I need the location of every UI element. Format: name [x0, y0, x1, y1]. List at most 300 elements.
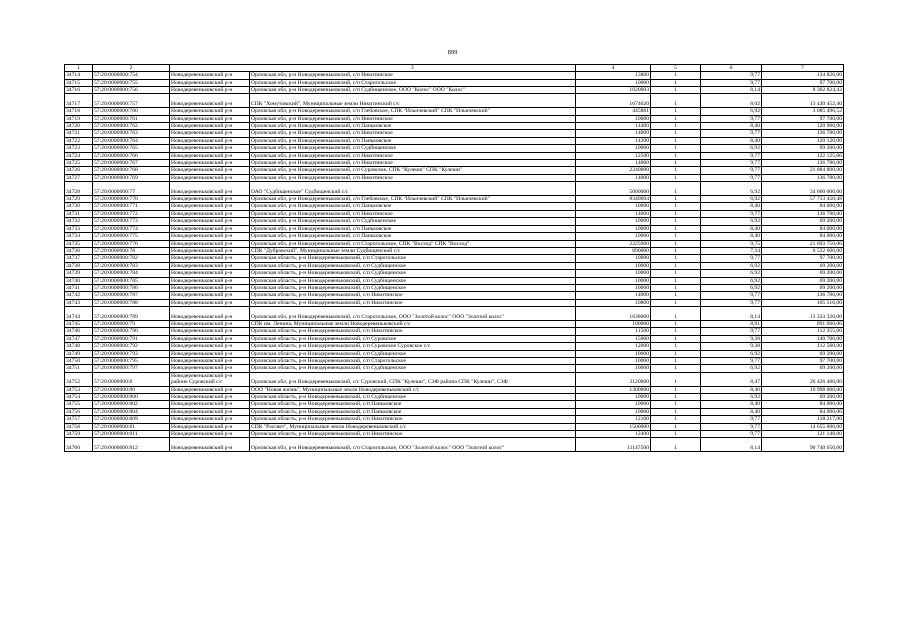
area-cell: 1300000	[576, 386, 651, 393]
address-cell: Орловская область, р-н Новодеревеньковский, с/п Судбищенское	[250, 262, 576, 269]
district-cell: Новодеревеньковский р-н	[170, 240, 250, 247]
cadastral-value-cell: 69 200,00	[762, 394, 844, 401]
cadastral-value-cell: 134 826,00	[762, 72, 844, 79]
share-cell: 1	[651, 335, 701, 342]
area-cell: 14000	[576, 210, 651, 217]
share-cell: 1	[651, 262, 701, 269]
area-cell: 15000	[576, 335, 651, 342]
district-cell: Новодеревеньковский р-н	[170, 284, 250, 291]
share-cell: 1	[651, 299, 701, 306]
rate-cell: 9,77	[701, 79, 762, 86]
share-cell: 1	[651, 365, 701, 372]
cadastral-number-cell: 57:20:0000000:782	[93, 255, 170, 262]
cadastral-value-cell: 120 960,00	[762, 123, 844, 130]
area-cell: 10000	[576, 358, 651, 365]
district-cell: Новодеревеньковский р-н	[170, 423, 250, 430]
address-cell: СПК "Дубровский", Муниципальные земли Судбищенский с/с	[250, 247, 576, 254]
row-number-cell: 34714	[65, 72, 93, 79]
district-cell: Новодеревеньковский р-н	[170, 225, 250, 232]
cadastral-number-cell: 57:20:0000000:79	[93, 320, 170, 327]
row-number-cell: 34739	[65, 270, 93, 277]
address-cell: Орловская область, р-н Новодеревеньковский, с/п Никитинское	[250, 431, 576, 438]
cadastral-value-cell: 14 655 000,00	[762, 423, 844, 430]
cadastral-number-cell: 57:20:0000000:783	[93, 262, 170, 269]
address-cell: Орловская область, р-н Новодеревеньковский, с/п Судбищенское	[250, 270, 576, 277]
cadastral-value-cell: 97 700,00	[762, 79, 844, 86]
share-cell: 1	[651, 350, 701, 357]
row-number-cell: 34726	[65, 167, 93, 174]
area-cell: 890000	[576, 247, 651, 254]
area-cell: 2240000	[576, 167, 651, 174]
area-cell: 10000	[576, 394, 651, 401]
table-row	[65, 130, 844, 137]
area-cell: 14300	[576, 137, 651, 144]
rate-cell: 6,92	[701, 350, 762, 357]
address-cell: Орловская обл, р-н Новодеревеньковский, с/п Никитинское	[250, 130, 576, 137]
row-number-cell: 34743	[65, 299, 93, 306]
address-cell: Орловская обл, р-н Новодеревеньковский, с/п Паньковское	[250, 123, 576, 130]
share-cell: 1	[651, 358, 701, 365]
cadastral-value-cell: 121 148,00	[762, 431, 844, 438]
table-row	[65, 247, 844, 254]
row-number-cell: 34737	[65, 255, 93, 262]
address-cell: Орловская область, р-н Новодеревеньковский, с/п Никитинское	[250, 292, 576, 299]
area-cell: 13800	[576, 72, 651, 79]
row-number-cell: 34721	[65, 130, 93, 137]
rate-cell: 6,92	[701, 218, 762, 225]
cadastral-number-cell: 57:20:0000000:790	[93, 328, 170, 335]
share-cell: 1	[651, 196, 701, 203]
rate-cell: 8,47	[701, 372, 762, 386]
cadastral-value-cell: 136 780,00	[762, 160, 844, 167]
address-cell: Орловская обл, р-н Новодеревеньковский, с/п Судбищенское	[250, 145, 576, 152]
table-row	[65, 123, 844, 130]
cadastral-value-cell: 136 780,00	[762, 292, 844, 299]
row-number-cell: 34755	[65, 401, 93, 408]
row-number-cell: 34734	[65, 233, 93, 240]
district-cell: Новодеревеньковский р-н	[170, 270, 250, 277]
share-cell: 1	[651, 255, 701, 262]
row-number-cell: 34731	[65, 210, 93, 217]
share-cell: 1	[651, 372, 701, 386]
rate-cell: 6,92	[701, 365, 762, 372]
share-cell: 1	[651, 408, 701, 415]
rate-cell: 7,34	[701, 247, 762, 254]
address-cell: Орловская обл, р-н Новодеревеньковский, с/п Никитинское	[250, 210, 576, 217]
cadastral-value-cell: 3 085 496,52	[762, 108, 844, 115]
area-cell: 14000	[576, 174, 651, 181]
table-row	[65, 365, 844, 372]
area-cell: 10000	[576, 401, 651, 408]
table-header-row	[65, 65, 844, 72]
share-cell: 1	[651, 431, 701, 438]
table-row	[65, 87, 844, 94]
table-body	[65, 65, 844, 452]
district-cell: Новодеревеньковский р-н	[170, 233, 250, 240]
cadastral-value-cell: 69 200,00	[762, 262, 844, 269]
share-cell: 1	[651, 247, 701, 254]
district-cell: Новодеревеньковский р-н	[170, 203, 250, 210]
cadastral-value-cell: 69 200,00	[762, 284, 844, 291]
table-row	[65, 307, 844, 321]
address-cell: Орловская область, р-н Новодеревеньковский, с/п Суровское	[250, 335, 576, 342]
row-number-cell: 34748	[65, 343, 93, 350]
district-cell: Новодеревеньковский р-н	[170, 431, 250, 438]
district-cell: Новодеревеньковский р-н	[170, 394, 250, 401]
share-cell: 1	[651, 438, 701, 452]
cadastral-number-cell: 57:20:0000000:771	[93, 203, 170, 210]
area-cell: 10000	[576, 284, 651, 291]
cadastral-value-cell: 69 200,00	[762, 218, 844, 225]
rate-cell: 8,14	[701, 438, 762, 452]
share-cell: 1	[651, 307, 701, 321]
area-cell: 14000	[576, 160, 651, 167]
address-cell: ООО "Новая жизнь", Муниципальные земли Новодеревеньковский с/с	[250, 386, 576, 393]
rate-cell: 6,92	[701, 262, 762, 269]
address-cell: Орловская область, р-н Новодеревеньковский, с/п Паньковское	[250, 401, 576, 408]
cadastral-number-cell: 57:20:0000000:755	[93, 79, 170, 86]
rate-cell: 9,77	[701, 431, 762, 438]
cadastral-number-cell: 57:20:0000000:788	[93, 299, 170, 306]
address-cell: СПК "Рассвет", Муниципальные земли Новодеревеньковский с/с	[250, 423, 576, 430]
table-row	[65, 72, 844, 79]
address-cell: СПК им. Ленина, Муниципальные земли Новодеревеньковский с/с	[250, 320, 576, 327]
row-number-cell: 34716	[65, 87, 93, 94]
cadastral-value-cell: 84 000,00	[762, 225, 844, 232]
table-row	[65, 174, 844, 181]
table-row	[65, 328, 844, 335]
page-number: 899	[447, 49, 458, 56]
cadastral-number-cell: 57:20:0000000:784	[93, 270, 170, 277]
area-cell: 10000	[576, 262, 651, 269]
cadastral-value-cell: 97 700,00	[762, 115, 844, 122]
cadastral-number-cell: 57:20:0000000:802	[93, 401, 170, 408]
row-number-cell: 34753	[65, 386, 93, 393]
cadastral-value-cell: 84 000,00	[762, 233, 844, 240]
district-cell: Новодеревеньковский р-н	[170, 292, 250, 299]
address-cell: Орловская область, р-н Новодеревеньковский, с/п Никитинское	[250, 328, 576, 335]
rate-cell: 6,92	[701, 108, 762, 115]
row-number-cell: 34745	[65, 320, 93, 327]
cadastral-number-cell: 57:20:0000000:804	[93, 408, 170, 415]
table-row	[65, 284, 844, 291]
cadastral-value-cell: 97 700,00	[762, 255, 844, 262]
header-cell: 6	[701, 65, 762, 72]
district-cell: Новодеревеньковский р-н	[170, 137, 250, 144]
share-cell: 1	[651, 270, 701, 277]
rate-cell: 8,02	[701, 94, 762, 108]
share-cell: 1	[651, 240, 701, 247]
address-cell: Орловская обл, р-н Новодеревеньковский, с/п Паньковское	[250, 233, 576, 240]
cadastral-number-cell: 57:20:0000000:772	[93, 210, 170, 217]
row-number-cell: 34732	[65, 218, 93, 225]
rate-cell: 9,77	[701, 167, 762, 174]
district-cell: Новодеревеньковский р-н	[170, 350, 250, 357]
row-number-cell: 34728	[65, 182, 93, 196]
row-number-cell: 34747	[65, 335, 93, 342]
address-cell: Орловская обл, р-н Новодеревеньковский, с/п Паньковское	[250, 137, 576, 144]
address-cell: Орловская обл, р-н Новодеревеньковский, с/п Паньковское	[250, 203, 576, 210]
district-cell: Новодеревеньковский р-н	[170, 152, 250, 159]
header-cell: 5	[651, 65, 701, 72]
rate-cell: 9,77	[701, 299, 762, 306]
rate-cell: 8,14	[701, 307, 762, 321]
cadastral-value-cell: 13 430 452,40	[762, 94, 844, 108]
rate-cell: 8,91	[701, 320, 762, 327]
address-cell: Орловская обл, р-н Новодеревеньковский, с/с Суровский, СПК "Кулеши", СЗФ района СПК "Кулеши", СЗФ	[250, 372, 576, 386]
row-number-cell: 34756	[65, 408, 93, 415]
row-number-cell: 34754	[65, 394, 93, 401]
address-cell: СПК "Хомутовский", Муниципальные земли Никитинский с/с	[250, 94, 576, 108]
table-row	[65, 394, 844, 401]
table-row	[65, 401, 844, 408]
row-number-cell: 34717	[65, 94, 93, 108]
district-cell: Новодеревеньковский р-н	[170, 320, 250, 327]
cadastral-number-cell: 57:20:0000000:786	[93, 284, 170, 291]
table-row	[65, 292, 844, 299]
row-number-cell: 34742	[65, 292, 93, 299]
table-row	[65, 94, 844, 108]
cadastral-number-cell: 57:20:0000000:764	[93, 137, 170, 144]
row-number-cell: 34736	[65, 247, 93, 254]
table-row	[65, 182, 844, 196]
cadastral-number-cell: 57:20:0000000:793	[93, 350, 170, 357]
area-cell: 14000	[576, 292, 651, 299]
share-cell: 1	[651, 423, 701, 430]
address-cell: Орловская обл, р-н Новодеревеньковский, с/п Никитинское	[250, 174, 576, 181]
rate-cell: 9,77	[701, 255, 762, 262]
area-cell: 10000	[576, 270, 651, 277]
cadastral-number-cell: 57:20:0000000:773	[93, 218, 170, 225]
rate-cell: 8,46	[701, 386, 762, 393]
header-cell: 2	[93, 65, 170, 72]
row-number-cell: 34758	[65, 423, 93, 430]
district-cell: Новодеревеньковский р-н	[170, 438, 250, 452]
cadastral-number-cell: 57:20:0000000:787	[93, 292, 170, 299]
share-cell: 1	[651, 210, 701, 217]
address-cell: Орловская область, р-н Новодеревеньковский, с/п Судбищенское	[250, 284, 576, 291]
table-row	[65, 386, 844, 393]
rate-cell: 9,77	[701, 174, 762, 181]
district-cell: Новодеревеньковский р-н	[170, 365, 250, 372]
rate-cell: 8,40	[701, 123, 762, 130]
cadastral-number-cell: 57:20:0000000:765	[93, 145, 170, 152]
row-number-cell: 34750	[65, 358, 93, 365]
row-number-cell: 34724	[65, 152, 93, 159]
rate-cell: 6,92	[701, 277, 762, 284]
district-cell: Новодеревеньковский р-н	[170, 335, 250, 342]
cadastral-value-cell: 10 998 000,00	[762, 386, 844, 393]
share-cell: 1	[651, 72, 701, 79]
rate-cell: 6,92	[701, 270, 762, 277]
row-number-cell: 34733	[65, 225, 93, 232]
table-row	[65, 438, 844, 452]
row-number-cell: 34740	[65, 277, 93, 284]
area-cell: 1500000	[576, 423, 651, 430]
district-cell: Новодеревеньковский р-н	[170, 167, 250, 174]
header-cell	[170, 65, 250, 72]
cadastral-value-cell: 6 532 600,00	[762, 247, 844, 254]
cadastral-number-cell: 57:20:0000000:792	[93, 343, 170, 350]
rate-cell: 9,77	[701, 210, 762, 217]
share-cell: 1	[651, 218, 701, 225]
share-cell: 1	[651, 94, 701, 108]
share-cell: 1	[651, 225, 701, 232]
area-cell: 1674620	[576, 94, 651, 108]
cadastral-value-cell: 891 000,00	[762, 320, 844, 327]
table-row	[65, 320, 844, 327]
cadastral-value-cell: 13 333 320,00	[762, 307, 844, 321]
address-cell: Орловская обл, р-н Новодеревеньковский, с/п Старогольское, СПК "Восход" СПК "Восход"	[250, 240, 576, 247]
area-cell: 10000	[576, 203, 651, 210]
table-row	[65, 423, 844, 430]
cadastral-number-cell: 57:20:0000000:811	[93, 431, 170, 438]
cadastral-number-cell: 57:20:0000000:800	[93, 394, 170, 401]
row-number-cell: 34720	[65, 123, 93, 130]
district-cell: Новодеревеньковский р-н	[170, 79, 250, 86]
row-number-cell: 34715	[65, 79, 93, 86]
district-cell: Новодеревеньковский р-н	[170, 255, 250, 262]
cadastral-value-cell: 122 125,00	[762, 152, 844, 159]
share-cell: 1	[651, 386, 701, 393]
district-cell: Новодеревеньковский р-н	[170, 160, 250, 167]
area-cell: 10000	[576, 225, 651, 232]
table-row	[65, 108, 844, 115]
share-cell: 1	[651, 277, 701, 284]
table-row	[65, 270, 844, 277]
area-cell: 10000	[576, 145, 651, 152]
table-row	[65, 115, 844, 122]
district-cell: Новодеревеньковский р-н	[170, 408, 250, 415]
rate-cell: 8,40	[701, 203, 762, 210]
share-cell: 1	[651, 108, 701, 115]
row-number-cell: 34727	[65, 174, 93, 181]
cadastral-number-cell: 57:20:0000000:8	[93, 372, 170, 386]
address-cell: Орловская область, р-н Новодеревеньковский, с/п Судбищенское	[250, 394, 576, 401]
share-cell: 1	[651, 182, 701, 196]
table-row	[65, 431, 844, 438]
table-row	[65, 240, 844, 247]
area-cell: 8340094	[576, 196, 651, 203]
address-cell: ОАО "Судбищенское" Судбищенский с/с	[250, 182, 576, 196]
cadastral-value-cell: 69 200,00	[762, 350, 844, 357]
district-cell: Новодеревеньковский р-н	[170, 328, 250, 335]
cadastral-number-cell: 57:20:0000000:78	[93, 247, 170, 254]
header-cell: 7	[762, 65, 844, 72]
table-row	[65, 350, 844, 357]
rate-cell: 8,40	[701, 137, 762, 144]
cadastral-number-cell: 57:20:0000000:791	[93, 335, 170, 342]
rate-cell: 9,38	[701, 335, 762, 342]
cadastral-value-cell: 69 200,00	[762, 270, 844, 277]
table-row	[65, 160, 844, 167]
address-cell: Орловская обл, р-н Новодеревеньковский, с/п Старогольское, ООО "Золотой колос" ООО "Золотой колос"	[250, 438, 576, 452]
table-row	[65, 145, 844, 152]
area-cell: 445881	[576, 108, 651, 115]
area-cell: 12000	[576, 343, 651, 350]
district-cell: Новодеревеньковский р-н	[170, 123, 250, 130]
cadastral-value-cell: 69 200,00	[762, 145, 844, 152]
cadastral-number-cell: 57:20:0000000:774	[93, 225, 170, 232]
rate-cell: 9,77	[701, 358, 762, 365]
cadastral-value-cell: 21 884 800,00	[762, 167, 844, 174]
rate-cell: 9,77	[701, 72, 762, 79]
row-number-cell: 34752	[65, 372, 93, 386]
share-cell: 1	[651, 152, 701, 159]
cadastral-number-cell: 57:20:0000000:80	[93, 386, 170, 393]
row-number-cell: 34725	[65, 160, 93, 167]
table-row	[65, 167, 844, 174]
rate-cell: 9,77	[701, 130, 762, 137]
address-cell: Орловская обл, р-н Новодеревеньковский, с/п Никитинское	[250, 160, 576, 167]
area-cell: 14400	[576, 123, 651, 130]
cadastral-number-cell: 57:20:0000000:767	[93, 160, 170, 167]
rate-cell: 9,77	[701, 292, 762, 299]
share-cell: 1	[651, 328, 701, 335]
share-cell: 1	[651, 401, 701, 408]
table-row	[65, 255, 844, 262]
address-cell: Орловская область, р-н Новодеревеньковский, с/п Никитинское	[250, 299, 576, 306]
cadastral-number-cell: 57:20:0000000:763	[93, 130, 170, 137]
share-cell: 1	[651, 284, 701, 291]
district-cell: Новодеревеньковский р-н	[170, 307, 250, 321]
cadastral-value-cell: 84 000,00	[762, 203, 844, 210]
district-cell: Новодеревеньковский р-н	[170, 145, 250, 152]
address-cell: Орловская обл, р-н Новодеревеньковский, с/п Судбищенское, ООО "Колос" ООО "Колос"	[250, 87, 576, 94]
cadastral-number-cell: 57:20:0000000:785	[93, 277, 170, 284]
cadastral-value-cell: 90 740 650,00	[762, 438, 844, 452]
cadastral-number-cell: 57:20:0000000:762	[93, 123, 170, 130]
address-cell: Орловская область, р-н Новодеревеньковский, с/п Судбищенское	[250, 350, 576, 357]
district-cell: Новодеревеньковский р-н	[170, 343, 250, 350]
row-number-cell: 34723	[65, 145, 93, 152]
area-cell: 1020003	[576, 87, 651, 94]
table-row	[65, 137, 844, 144]
area-cell: 10000	[576, 350, 651, 357]
cadastral-number-cell: 57:20:0000000:795	[93, 358, 170, 365]
cadastral-number-cell: 57:20:0000000:812	[93, 438, 170, 452]
share-cell: 1	[651, 233, 701, 240]
address-cell: Орловская область, р-н Новодеревеньковский, с/п Судбищенское	[250, 365, 576, 372]
district-cell: Новодеревеньковский р-н	[170, 218, 250, 225]
row-number-cell: 34760	[65, 438, 93, 452]
cadastral-number-cell: 57:20:0000000:775	[93, 233, 170, 240]
district-cell: Новодеревеньковский р-н	[170, 247, 250, 254]
area-cell: 12500	[576, 152, 651, 159]
rate-cell: 6,92	[701, 394, 762, 401]
table-row	[65, 372, 844, 386]
row-number-cell: 34746	[65, 328, 93, 335]
header-cell: 3	[250, 65, 576, 72]
address-cell: Орловская обл, р-н Новодеревеньковский, с/п Глебовское, СПК "Ильичевский" СПК "Ильичевский"	[250, 108, 576, 115]
cadastral-number-cell: 57:20:0000000:754	[93, 72, 170, 79]
share-cell: 1	[651, 343, 701, 350]
area-cell: 1638000	[576, 307, 651, 321]
rate-cell: 8,40	[701, 233, 762, 240]
share-cell: 1	[651, 79, 701, 86]
district-cell: Новодеревеньковский р-н	[170, 130, 250, 137]
cadastral-number-cell: 57:20:0000000:789	[93, 307, 170, 321]
cadastral-number-cell: 57:20:0000000:757	[93, 94, 170, 108]
table-row	[65, 218, 844, 225]
table-row	[65, 343, 844, 350]
table-row	[65, 152, 844, 159]
cadastral-value-cell: 120 120,00	[762, 137, 844, 144]
address-cell: Орловская область, р-н Новодеревеньковский, с/п Судбищенское	[250, 277, 576, 284]
area-cell: 10000	[576, 365, 651, 372]
address-cell: Орловская обл, р-н Новодеревеньковский, с/п Судбищенское	[250, 218, 576, 225]
cadastral-number-cell: 57:20:0000000:768	[93, 167, 170, 174]
